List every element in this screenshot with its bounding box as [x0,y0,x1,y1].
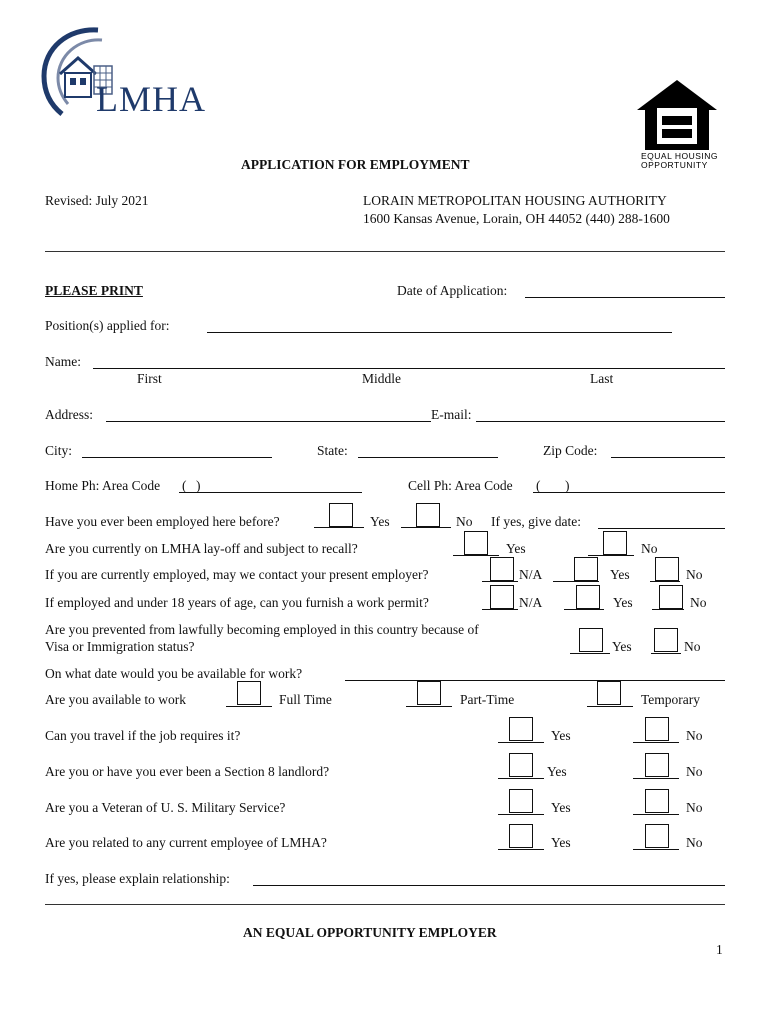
first-name-caption: First [137,371,162,386]
prevented-yes-label: Yes [612,639,632,654]
q-contact-employer-label: If you are currently employed, may we contact your present employer? [45,567,429,582]
org-address: 1600 Kansas Avenue, Lorain, OH 44052 (440) 288-1600 [363,211,670,226]
q-prevented-label-line1: Are you prevented from lawfully becoming employed in this country because of [45,622,479,637]
page-number: 1 [716,942,723,957]
prevented-no-checkbox[interactable] [654,628,678,652]
veteran-yes-line [498,814,544,815]
q-prevented-label-line2: Visa or Immigration status? [45,639,195,654]
permit-no-label: No [690,595,707,610]
prevented-yes-line [570,653,610,654]
footer-divider [45,904,725,905]
employed-here-no-label: No [456,514,473,529]
related-no-line [633,849,679,850]
temporary-label: Temporary [641,692,701,707]
header-divider [45,251,725,252]
section8-yes-label: Yes [547,764,567,779]
section8-no-line [633,778,679,779]
city-label: City: [45,443,73,458]
last-name-caption: Last [590,371,614,386]
full-time-line [226,706,272,707]
contact-na-label: N/A [519,567,543,582]
permit-yes-line [564,609,604,610]
permit-no-line [652,609,684,610]
permit-na-checkbox[interactable] [490,585,514,609]
employed-here-yes-line [314,527,364,528]
address-label: Address: [45,407,93,422]
cell-phone-field[interactable] [533,492,725,493]
section8-no-checkbox[interactable] [645,753,669,777]
state-label: State: [317,443,348,458]
name-field[interactable] [93,368,725,369]
employed-here-no-line [401,527,451,528]
explain-relationship-label: If yes, please explain relationship: [45,871,230,886]
permit-na-label: N/A [519,595,543,610]
explain-relationship-field[interactable] [253,885,725,886]
if-yes-date-field[interactable] [598,528,725,529]
contact-no-line [650,581,680,582]
please-print-label: PLEASE PRINT [45,283,143,298]
permit-no-checkbox[interactable] [659,585,683,609]
email-field[interactable] [476,421,725,422]
travel-no-checkbox[interactable] [645,717,669,741]
travel-yes-checkbox[interactable] [509,717,533,741]
revised-date: Revised: July 2021 [45,193,149,208]
travel-no-line [633,742,679,743]
related-yes-checkbox[interactable] [509,824,533,848]
permit-na-line [482,609,518,610]
full-time-checkbox[interactable] [237,681,261,705]
layoff-yes-checkbox[interactable] [464,531,488,555]
lmha-logo-text: LMHA [96,79,206,119]
home-phone-label: Home Ph: Area Code [45,478,161,493]
contact-yes-checkbox[interactable] [574,557,598,581]
contact-na-checkbox[interactable] [490,557,514,581]
contact-yes-label: Yes [610,567,630,582]
lmha-logo [38,26,218,121]
travel-yes-line [498,742,544,743]
travel-yes-label: Yes [551,728,571,743]
date-of-application-label: Date of Application: [397,283,508,298]
part-time-label: Part-Time [460,692,515,707]
related-no-checkbox[interactable] [645,824,669,848]
email-label: E-mail: [431,407,472,422]
part-time-checkbox[interactable] [417,681,441,705]
layoff-no-label: No [641,541,658,556]
section8-yes-line [498,778,544,779]
positions-field[interactable] [207,332,672,333]
full-time-label: Full Time [279,692,332,707]
prevented-no-line [651,653,681,654]
page-title: APPLICATION FOR EMPLOYMENT [241,157,470,172]
contact-no-checkbox[interactable] [655,557,679,581]
zip-label: Zip Code: [543,443,598,458]
veteran-no-label: No [686,800,703,815]
employed-here-no-checkbox[interactable] [416,503,440,527]
eho-caption-line2: OPPORTUNITY [641,160,708,170]
layoff-yes-line [453,555,499,556]
travel-no-label: No [686,728,703,743]
eho-caption-line1: EQUAL HOUSING [641,151,719,161]
temporary-line [587,706,633,707]
temporary-checkbox[interactable] [597,681,621,705]
home-phone-paren-open: ( [182,478,187,493]
org-name: LORAIN METROPOLITAN HOUSING AUTHORITY [363,193,667,208]
related-no-label: No [686,835,703,850]
cell-phone-paren-close: ) [565,478,570,493]
cell-phone-paren-open: ( [536,478,541,493]
part-time-line [406,706,452,707]
veteran-yes-label: Yes [551,800,571,815]
name-label: Name: [45,354,81,369]
layoff-yes-label: Yes [506,541,526,556]
state-field[interactable] [358,457,498,458]
address-field[interactable] [106,421,431,422]
q-veteran-label: Are you a Veteran of U. S. Military Service? [45,800,286,815]
prevented-no-label: No [684,639,701,654]
cell-phone-label: Cell Ph: Area Code [408,478,513,493]
q-related-label: Are you related to any current employee of LMHA? [45,835,327,850]
employed-here-yes-checkbox[interactable] [329,503,353,527]
zip-field[interactable] [611,457,725,458]
layoff-no-checkbox[interactable] [603,531,627,555]
veteran-no-line [633,814,679,815]
middle-name-caption: Middle [362,371,401,386]
veteran-no-checkbox[interactable] [645,789,669,813]
equal-housing-logo [635,78,725,173]
home-phone-field[interactable] [179,492,362,493]
available-date-field[interactable] [345,680,725,681]
equal-opportunity-employer: AN EQUAL OPPORTUNITY EMPLOYER [243,925,497,940]
q-work-permit-label: If employed and under 18 years of age, can you furnish a work permit? [45,595,429,610]
related-yes-line [498,849,544,850]
q-available-date-label: On what date would you be available for work? [45,666,303,681]
section8-yes-checkbox[interactable] [509,753,533,777]
permit-yes-label: Yes [613,595,633,610]
if-yes-give-date-label: If yes, give date: [491,514,581,529]
layoff-no-line [588,555,634,556]
permit-yes-checkbox[interactable] [576,585,600,609]
home-phone-paren-close: ) [196,478,201,493]
equal-housing-icon [635,78,719,152]
q-employed-here-label: Have you ever been employed here before? [45,514,280,529]
q-layoff-label: Are you currently on LMHA lay-off and subject to recall? [45,541,358,556]
related-yes-label: Yes [551,835,571,850]
contact-no-label: No [686,567,703,582]
prevented-yes-checkbox[interactable] [579,628,603,652]
veteran-yes-checkbox[interactable] [509,789,533,813]
employed-here-yes-label: Yes [370,514,390,529]
contact-yes-line [553,581,599,582]
q-section8-label: Are you or have you ever been a Section 8 landlord? [45,764,330,779]
q-travel-label: Can you travel if the job requires it? [45,728,241,743]
contact-na-line [482,581,518,582]
section8-no-label: No [686,764,703,779]
date-of-application-field[interactable] [525,297,725,298]
positions-label: Position(s) applied for: [45,318,170,333]
city-field[interactable] [82,457,272,458]
q-available-to-work-label: Are you available to work [45,692,186,707]
